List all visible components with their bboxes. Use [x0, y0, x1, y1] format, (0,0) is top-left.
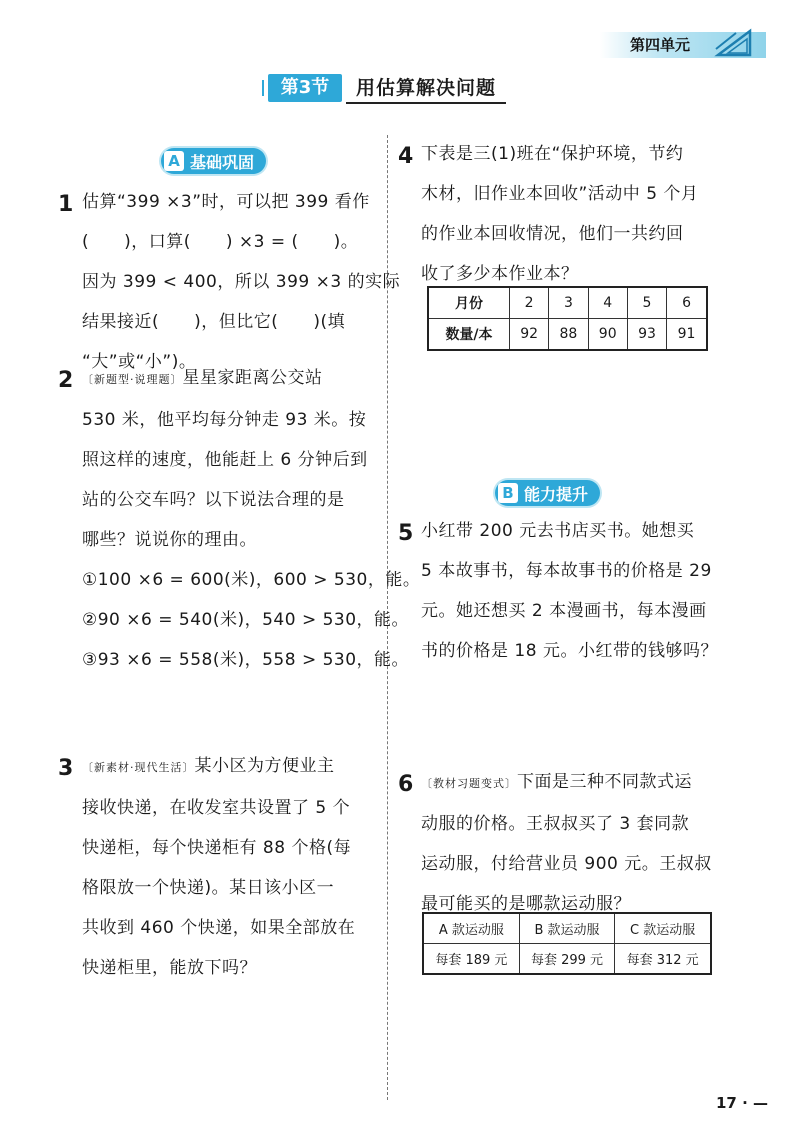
- problem-3-tag: 〔新素材·现代生活〕: [82, 761, 195, 774]
- problem-3-line: 快递柜里，能放下吗？: [82, 958, 257, 978]
- page-number: 17 · —: [716, 1094, 769, 1112]
- level-a-label: 基础巩固: [190, 152, 255, 172]
- problem-1-line: ( )，口算( ) ×3 = ( )。: [82, 232, 359, 252]
- table-header-cell: 月份: [428, 287, 510, 319]
- table-cell: 5: [627, 287, 666, 319]
- problem-3-line: 接收快递，在收发室共设置了 5 个: [82, 798, 351, 818]
- problem-1-line: 因为 399 < 400，所以 399 ×3 的实际: [82, 272, 401, 292]
- problem-2-tag: 〔新题型·说理题〕: [82, 373, 183, 386]
- problem-2-line: 照这样的速度，他能赶上 6 分钟后到: [82, 450, 368, 470]
- problem-6-tag: 〔教材习题变式〕: [421, 777, 517, 790]
- problem-3-line: 某小区为方便业主: [194, 756, 335, 776]
- problem-3-text: [82, 746, 355, 988]
- problem-6-line: 下面是三种不同款式运: [517, 772, 692, 792]
- table-cell: 91: [667, 319, 707, 351]
- problem-4-line: 收了多少本作业本？: [421, 264, 579, 284]
- table-header-cell: C 款运动服: [615, 913, 711, 944]
- problem-4-number: 4: [398, 144, 414, 169]
- section-tag: 第3节: [268, 74, 342, 102]
- problem-5-line: 元。她还想买 2 本漫画书，每本漫画: [421, 601, 707, 621]
- problem-2-option: ①100 ×6 = 600(米)，600 > 530，能。: [82, 570, 421, 590]
- problem-6-line: 运动服，付给营业员 900 元。王叔叔: [421, 854, 712, 874]
- problem-2-line: 哪些？说说你的理由。: [82, 530, 257, 550]
- table-cell: 2: [510, 287, 549, 319]
- table-header-cell: A 款运动服: [423, 913, 519, 944]
- table-header-cell: 数量/本: [428, 319, 510, 351]
- problem-4-text: [421, 134, 698, 294]
- problem-5-text: [421, 511, 718, 671]
- problem-2-line: 530 米，他平均每分钟走 93 米。按: [82, 410, 367, 430]
- table-cell: 6: [667, 287, 707, 319]
- problem-6-number: 6: [398, 772, 414, 797]
- problem-5-line: 书的价格是 18 元。小红带的钱够吗？: [421, 641, 718, 661]
- table-cell: 88: [549, 319, 588, 351]
- problem-2-option: ③93 ×6 = 558(米)，558 > 530，能。: [82, 650, 410, 670]
- table-row: [428, 287, 707, 319]
- problem-4-line: 下表是三(1)班在“保护环境，节约: [421, 144, 684, 164]
- level-a-letter: A: [164, 151, 184, 171]
- problem-1-line: “大”或“小”)。: [82, 352, 197, 372]
- problem-5-line: 小红带 200 元去书店买书。她想买: [421, 521, 695, 541]
- table-row: [423, 913, 711, 944]
- problem-2-line: 站的公交车吗？以下说法合理的是: [82, 490, 345, 510]
- problem-3-line: 快递柜，每个快递柜有 88 个格(每: [82, 838, 352, 858]
- problem-1-number: 1: [58, 192, 74, 217]
- table-cell: 93: [627, 319, 666, 351]
- table-cell: 90: [588, 319, 627, 351]
- table-row: [428, 319, 707, 351]
- problem-6-line: 最可能买的是哪款运动服？: [421, 894, 631, 914]
- level-b-letter: B: [498, 483, 518, 503]
- problem-2-line: 星星家距离公交站: [182, 368, 323, 388]
- triangle-ruler-icon: [714, 27, 754, 61]
- table-row: [423, 944, 711, 975]
- problem-4-line: 的作业本回收情况，他们一共约回: [421, 224, 684, 244]
- level-a-badge: [161, 148, 266, 174]
- table-cell: 每套 189 元: [423, 944, 519, 975]
- problem-2-number: 2: [58, 368, 74, 393]
- section-title: 用估算解决问题: [346, 74, 506, 104]
- problem-5-number: 5: [398, 521, 414, 546]
- table-cell: 每套 312 元: [615, 944, 711, 975]
- problem-3-line: 共收到 460 个快递，如果全部放在: [82, 918, 356, 938]
- unit-title: 第四单元: [630, 36, 691, 54]
- problem-6-text: [421, 762, 712, 924]
- problem-4-line: 木材，旧作业本回收”活动中 5 个月: [421, 184, 699, 204]
- problem-6-line: 动服的价格。王叔叔买了 3 套同款: [421, 814, 690, 834]
- table-cell: 92: [510, 319, 549, 351]
- table-header-cell: B 款运动服: [519, 913, 615, 944]
- problem-3-number: 3: [58, 756, 74, 781]
- table-cell: 3: [549, 287, 588, 319]
- problem-2-text: [82, 358, 420, 680]
- table-cell: 每套 299 元: [519, 944, 615, 975]
- problem-1-text: [82, 182, 400, 382]
- level-b-label: 能力提升: [524, 484, 589, 504]
- problem-5-line: 5 本故事书，每本故事书的价格是 29: [421, 561, 712, 581]
- problem-2-option: ②90 ×6 = 540(米)，540 > 530，能。: [82, 610, 410, 630]
- table-cell: 4: [588, 287, 627, 319]
- problem-3-line: 格限放一个快递)。某日该小区一: [82, 878, 335, 898]
- collection-table: [427, 286, 708, 351]
- problem-1-line: 结果接近( )，但比它( )(填: [82, 312, 346, 332]
- problem-1-line: 估算“399 ×3”时，可以把 399 看作: [82, 192, 370, 212]
- price-table: [422, 912, 712, 975]
- level-b-badge: [495, 480, 600, 506]
